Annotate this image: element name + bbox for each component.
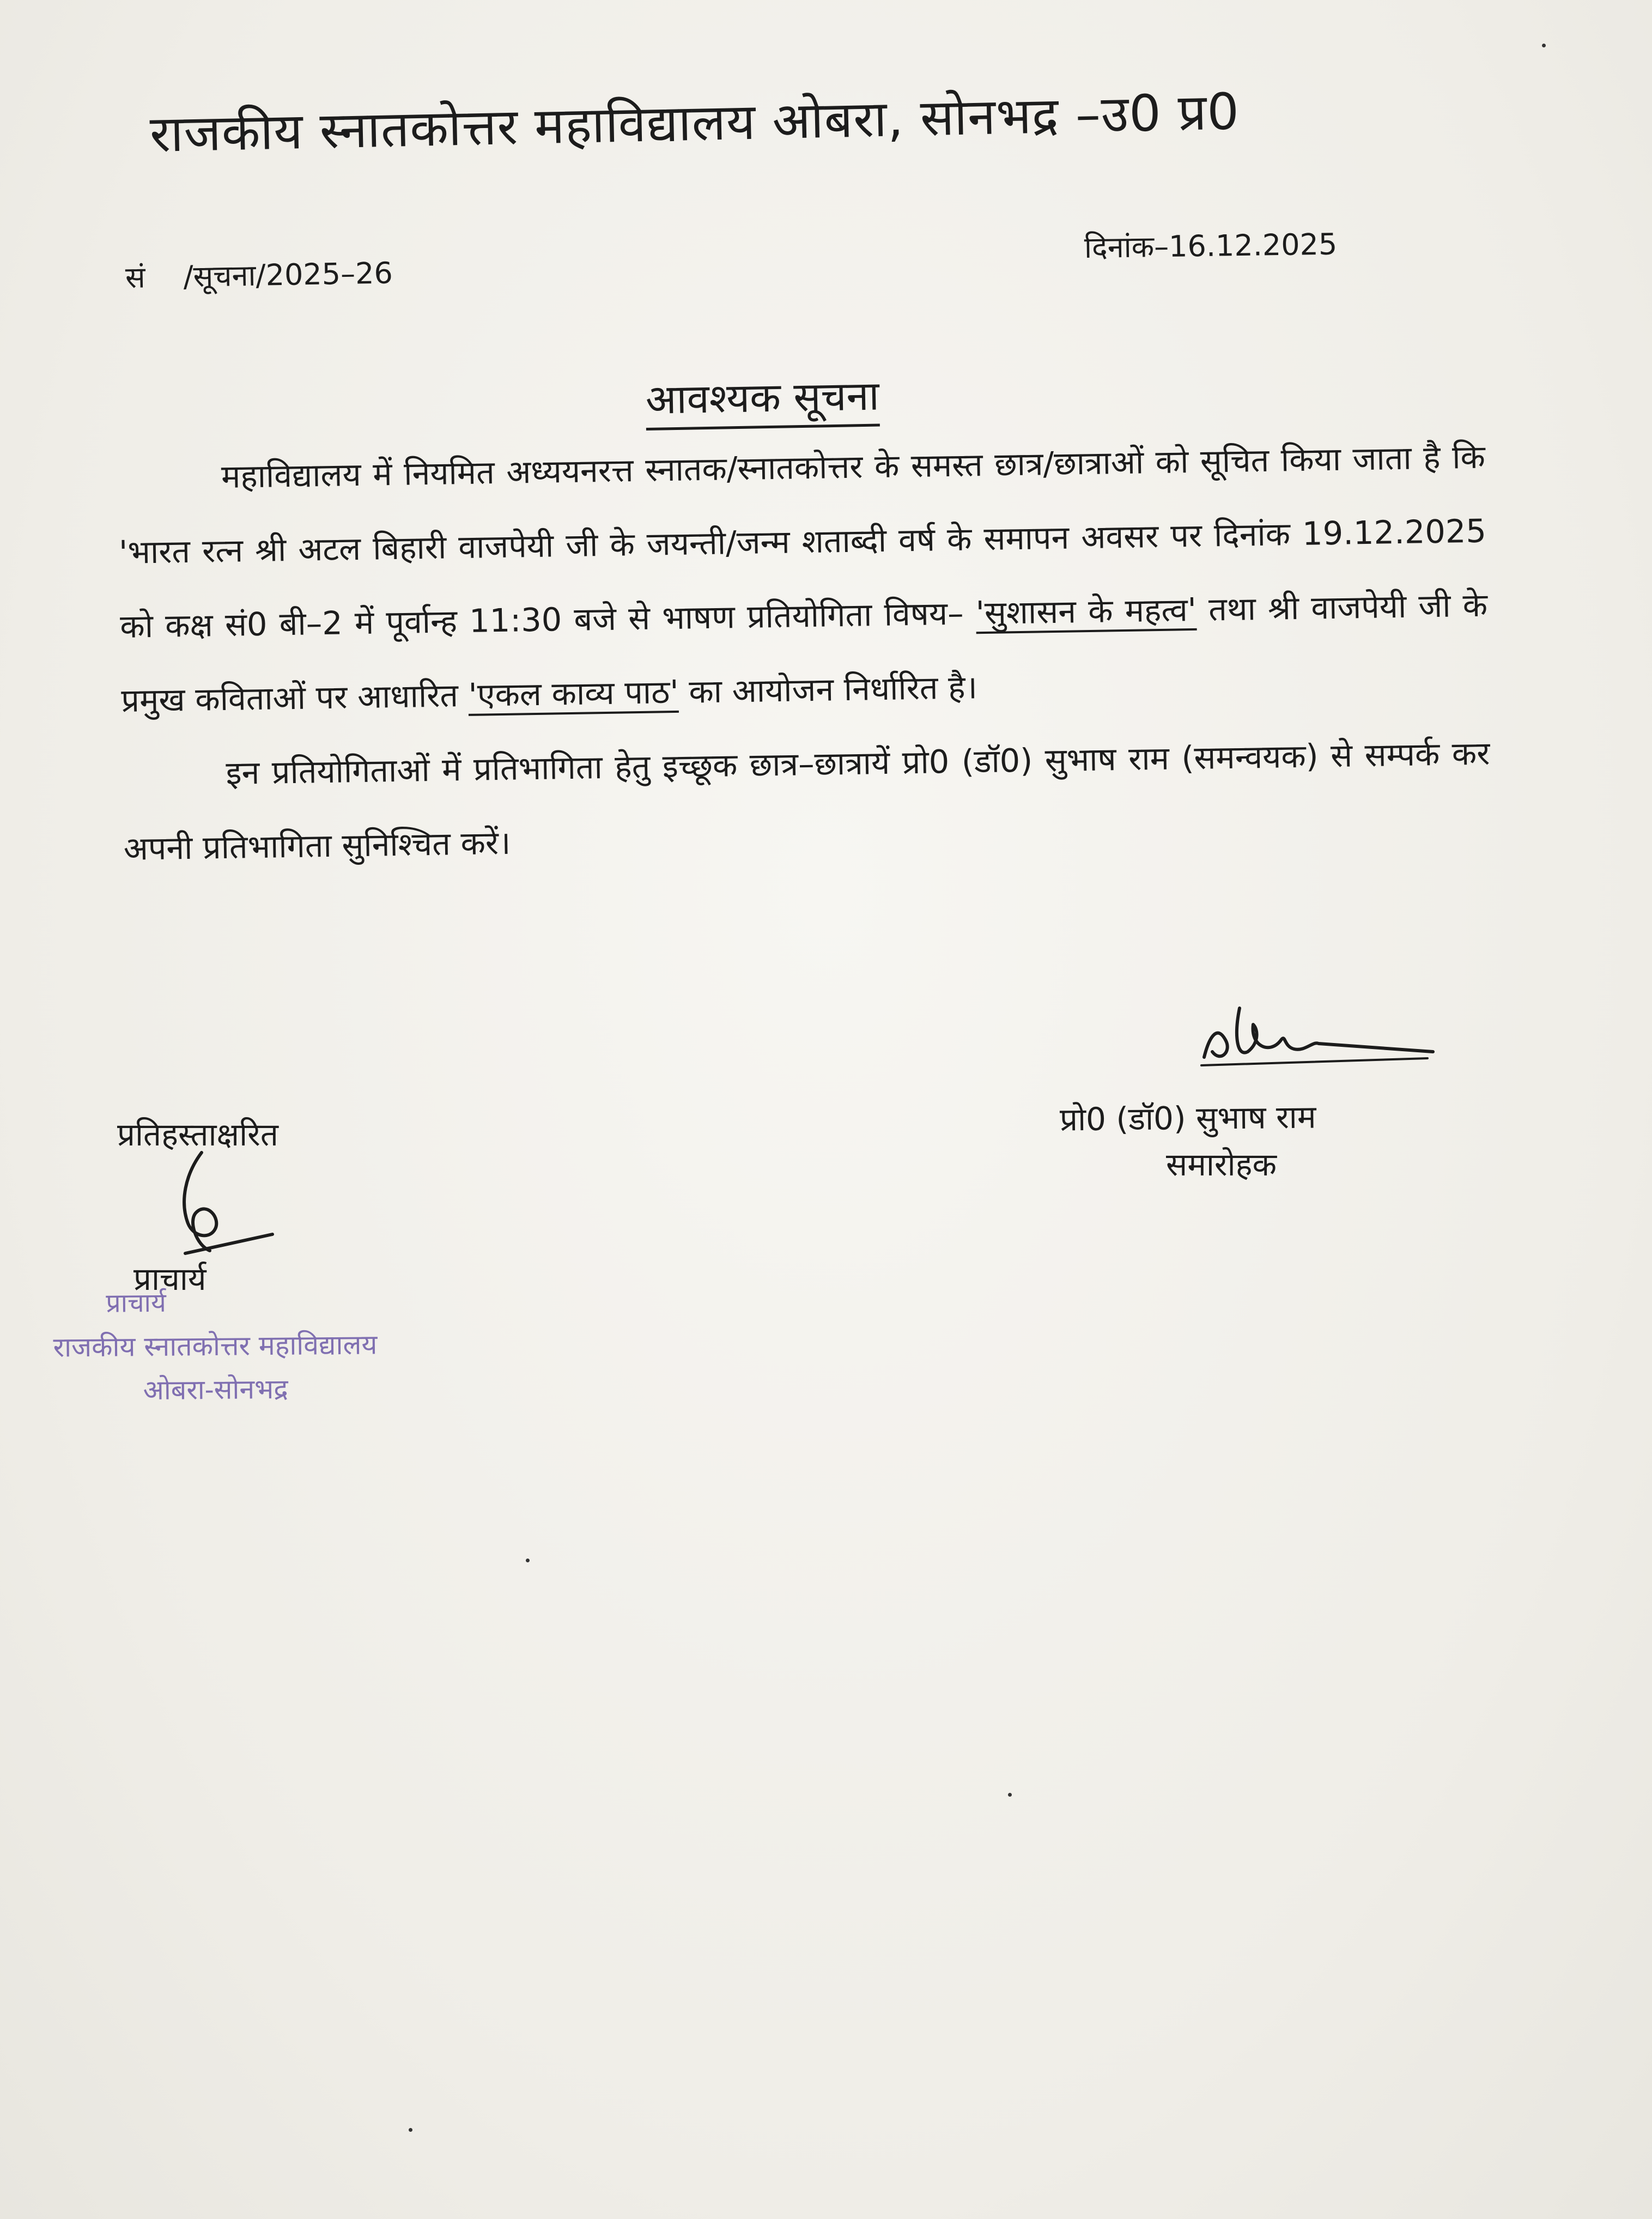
notice-body xyxy=(117,420,1492,886)
para1-text-a: महाविद्यालय में नियमित अध्ययनरत्त स्नातक/स्नातकोत्तर के समस्त छात्र/छात्राओं को सूचित किया जाता है कि 'भारत रत्न श्री अटल बिहारी वाजपेयी जी के जयन्ती/जन्म शताब्दी वर्ष के समापन अवसर पर दिनांक 19.12.2025 को कक्ष सं0 बी–2 में पूर्वान्ह 11:30 बजे से भाषण प्रतियोगिता विषय– xyxy=(118,438,1487,645)
scan-speck xyxy=(1542,44,1546,47)
para1-text-b: तथा श्री वाजपेयी जी के प्रमुख कविताओं पर आधारित xyxy=(120,586,1488,719)
notice-paragraph-1 xyxy=(117,420,1489,738)
signatory-name: प्रो0 (डॉ0) सुभाष राम xyxy=(1059,1098,1316,1138)
stamp-line-2: राजकीय स्नातकोत्तर महाविद्यालय xyxy=(53,1329,378,1363)
notice-paragraph-2: इन प्रतियोगिताओं में प्रतिभागिता हेतु इच्छूक छात्र–छात्रायें प्रो0 (डॉ0) सुभाष राम (समन्वयक) से सम्पर्क कर अपनी प्रतिभागिता सुनिश्चित करें। xyxy=(123,734,1490,868)
reference-prefix: सं xyxy=(125,260,146,295)
scan-speck xyxy=(1008,1793,1012,1797)
scan-speck xyxy=(526,1559,530,1562)
competition-topic: 'सुशासन के महत्व' xyxy=(975,591,1197,634)
college-stamp xyxy=(40,1279,390,1413)
countersigned-label: प्रतिहस्ताक्षरित xyxy=(117,1116,278,1153)
principal-title: प्राचार्य xyxy=(133,1260,206,1298)
para1-text-c: का आयोजन निर्धारित है। xyxy=(688,668,978,711)
poetry-event: 'एकल काव्य पाठ' xyxy=(468,673,679,716)
scan-speck xyxy=(409,2128,412,2132)
coordinator-signature xyxy=(1188,992,1444,1084)
reference-suffix: /सूचना/2025–26 xyxy=(183,256,393,294)
notice-heading: आवश्यक सूचना xyxy=(645,367,880,431)
signatory-role: समारोहक xyxy=(1166,1146,1277,1183)
principal-signature xyxy=(163,1142,289,1272)
reference-number xyxy=(125,251,393,296)
institution-title: राजकीय स्नातकोत्तर महाविद्यालय ओबरा, सोनभद्र –उ0 प्र0 xyxy=(149,82,1240,163)
stamp-line-1: प्राचार्य xyxy=(106,1287,167,1319)
stamp-line-3: ओबरा-सोनभद्र xyxy=(143,1373,289,1406)
notice-date: दिनांक–16.12.2025 xyxy=(1084,227,1338,265)
